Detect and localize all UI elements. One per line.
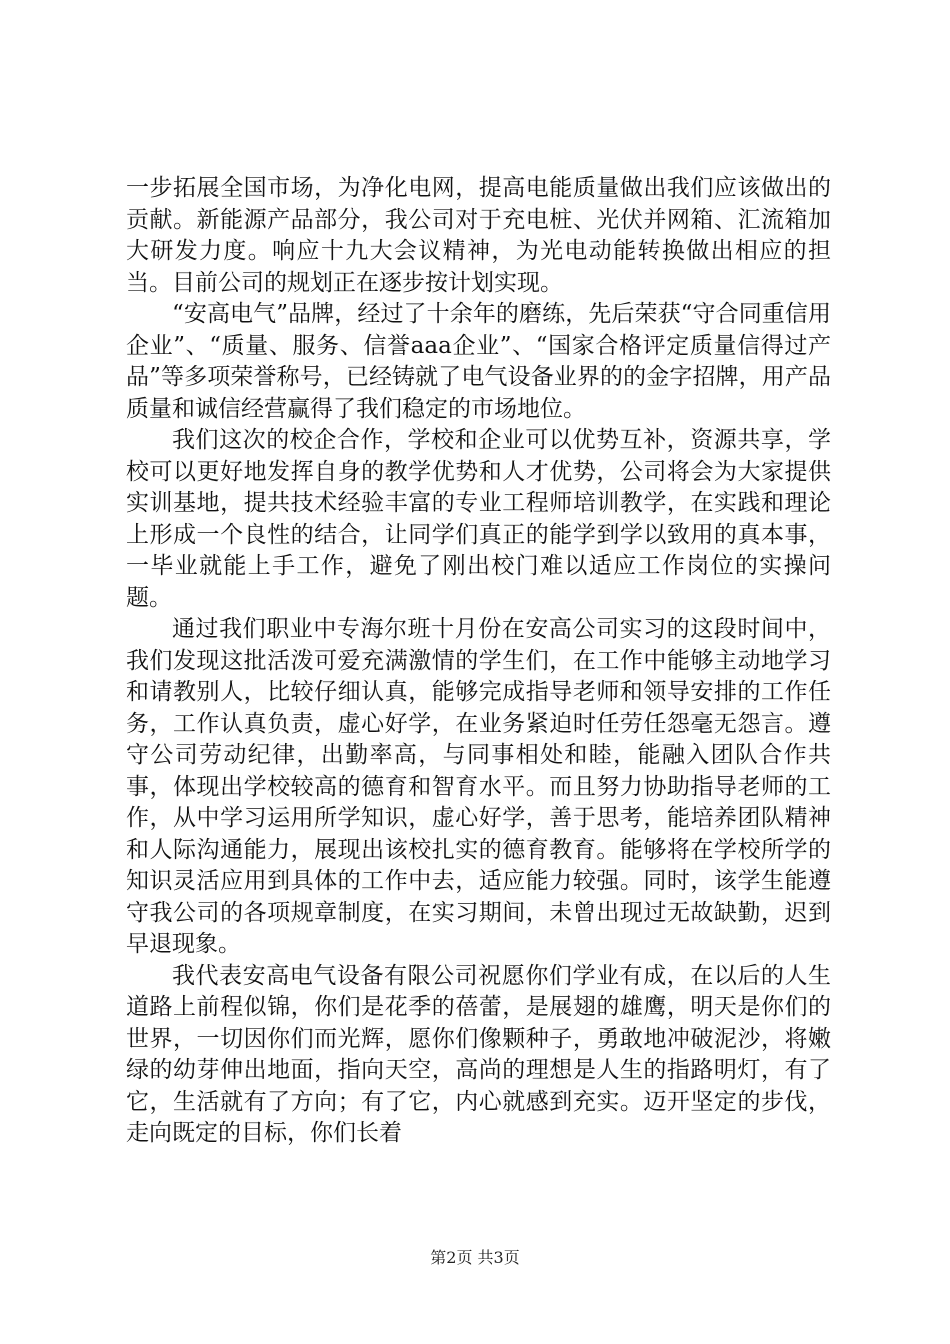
page-number-footer: 第2页 共3页	[430, 1248, 520, 1267]
paragraph-1: 一步拓展全国市场，为净化电网，提高电能质量做出我们应该做出的贡献。新能源产品部分，我公司对于充电桩、光伏并网箱、汇流箱加大研发力度。响应十九大会议精神，为光电动能转换做出相应的担当。目前公司的规划正在逐步按计划实现。	[126, 175, 831, 296]
paragraph-2: “安高电气”品牌，经过了十余年的磨练，先后荣获“守合同重信用企业”、“质量、服务、信誉aaa企业”、“国家合格评定质量信得过产品”等多项荣誉称号，已经铸就了电气设备业界的的金字招牌，用产品质量和诚信经营赢得了我们稳定的市场地位。	[126, 301, 831, 422]
document-body	[126, 173, 831, 1150]
paragraph-4: 通过我们职业中专海尔班十月份在安高公司实习的这段时间中，我们发现这批活泼可爱充满激情的学生们，在工作中能够主动地学习和请教别人，比较仔细认真，能够完成指导老师和领导安排的工作任务，工作认真负责，虚心好学，在业务紧迫时任劳任怨毫无怨言。遵守公司劳动纪律，出勤率高，与同事相处和睦，能融入团队合作共事，体现出学校较高的德育和智育水平。而且努力协助指导老师的工作，从中学习运用所学知识，虚心好学，善于思考，能培养团队精神和人际沟通能力，展现出该校扎实的德育教育。能够将在学校所学的知识灵活应用到具体的工作中去，适应能力较强。同时，该学生能遵守我公司的各项规章制度，在实习期间，未曾出现过无故缺勤，迟到早退现象。	[126, 616, 831, 957]
paragraph-3: 我们这次的校企合作，学校和企业可以优势互补，资源共享，学校可以更好地发挥自身的教学优势和人才优势，公司将会为大家提供实训基地，提共技术经验丰富的专业工程师培训教学，在实践和理论上形成一个良性的结合，让同学们真正的能学到学以致用的真本事，一毕业就能上手工作，避免了刚出校门难以适应工作岗位的实操问题。	[126, 427, 831, 611]
paragraph-5: 我代表安高电气设备有限公司祝愿你们学业有成，在以后的人生道路上前程似锦，你们是花季的蓓蕾，是展翅的雄鹰，明天是你们的世界，一切因你们而光辉，愿你们像颗种子，勇敢地冲破泥沙，将嫩绿的幼芽伸出地面，指向天空，高尚的理想是人生的指路明灯，有了它，生活就有了方向；有了它，内心就感到充实。迈开坚定的步伐，走向既定的目标，你们长着	[126, 962, 831, 1146]
